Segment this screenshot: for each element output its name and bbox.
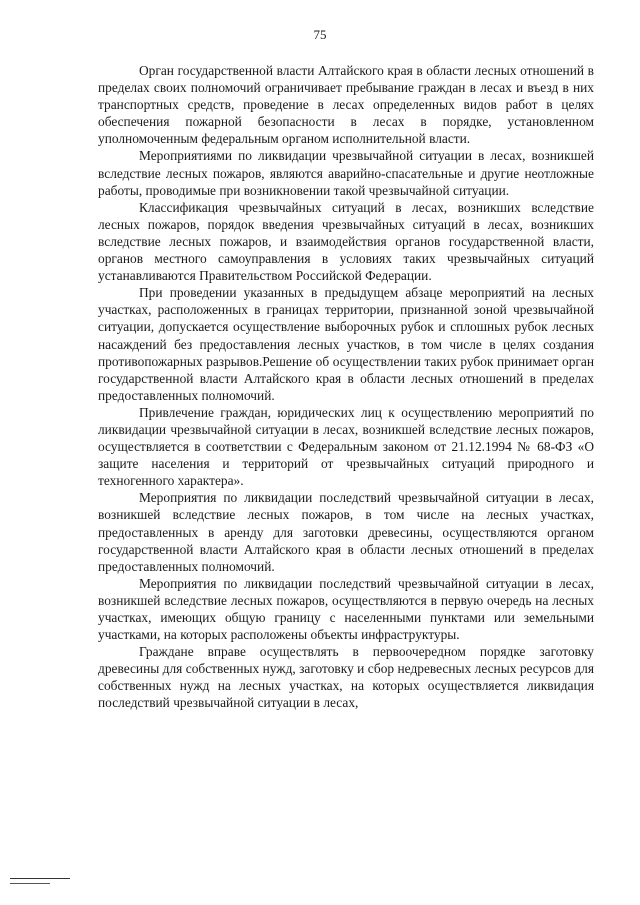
paragraph: Мероприятия по ликвидации последствий чрезвычайной ситуации в лесах, возникшей вследствие лесных пожаров, осуществляются в первую очередь на лесных участках, имеющих общую границу с населенными пунктами или земельными участками, на которых расположены объекты инфраструктуры. (98, 575, 594, 643)
footer-rule-secondary (10, 883, 50, 884)
paragraph: Орган государственной власти Алтайского края в области лесных отношений в пределах своих полномочий ограничивает пребывание граждан в лесах и въезд в них транспортных средств, проведение в лесах определенных видов работ в целях обеспечения пожарной безопасности в лесах в порядке, установленном уполномоченным федеральным органом исполнительной власти. (98, 63, 594, 147)
paragraph: Привлечение граждан, юридических лиц к осуществлению мероприятий по ликвидации чрезвычайной ситуации в лесах, возникшей вследствие лесных пожаров, осуществляется в соответствии с Федеральным законом от 21.12.1994 № 68-ФЗ «О защите населения и территорий от чрезвычайных ситуаций природного и техногенного характера». (98, 404, 594, 489)
paragraph: При проведении указанных в предыдущем абзаце мероприятий на лесных участках, расположенных в границах территории, признанной зоной чрезвычайной ситуации, допускается осуществление выборочных рубок и сплошных рубок лесных насаждений без предоставления лесных участков, в том числе в целях создания противопожарных разрывов.Решение об осуществлении таких рубок принимает орган государственной власти Алтайского края в области лесных отношений в пределах предоставленных полномочий. (98, 285, 594, 403)
page-number: 75 (313, 27, 327, 42)
paragraph: Классификация чрезвычайных ситуаций в лесах, возникших вследствие лесных пожаров, порядок введения чрезвычайных ситуаций в лесах, возникших вследствие лесных пожаров, и взаимодействия органов государственной власти, органов местного самоуправления в условиях таких чрезвычайных ситуаций устанавливаются Правительством Российской Федерации. (98, 199, 594, 284)
paragraph: Граждане вправе осуществлять в первоочередном порядке заготовку древесины для собственных нужд, заготовку и сбор недревесных лесных ресурсов для собственных нужд на лесных участках, на которых осуществляется ликвидация последствий чрезвычайной ситуации в лесах, (98, 644, 594, 711)
paragraph: Мероприятиями по ликвидации чрезвычайной ситуации в лесах, возникшей вследствие лесных пожаров, являются аварийно-спасательные и другие неотложные работы, проводимые при возникновении такой чрезвычайной ситуации. (98, 148, 594, 198)
document-body (98, 62, 594, 712)
footer-rule (10, 878, 70, 879)
paragraph: Мероприятия по ликвидации последствий чрезвычайной ситуации в лесах, возникшей вследствие лесных пожаров, в том числе на лесных участках, предоставленных в аренду для заготовки древесины, осуществляются органом государственной власти Алтайского края в области лесных отношений в пределах предоставленных полномочий. (98, 490, 594, 574)
